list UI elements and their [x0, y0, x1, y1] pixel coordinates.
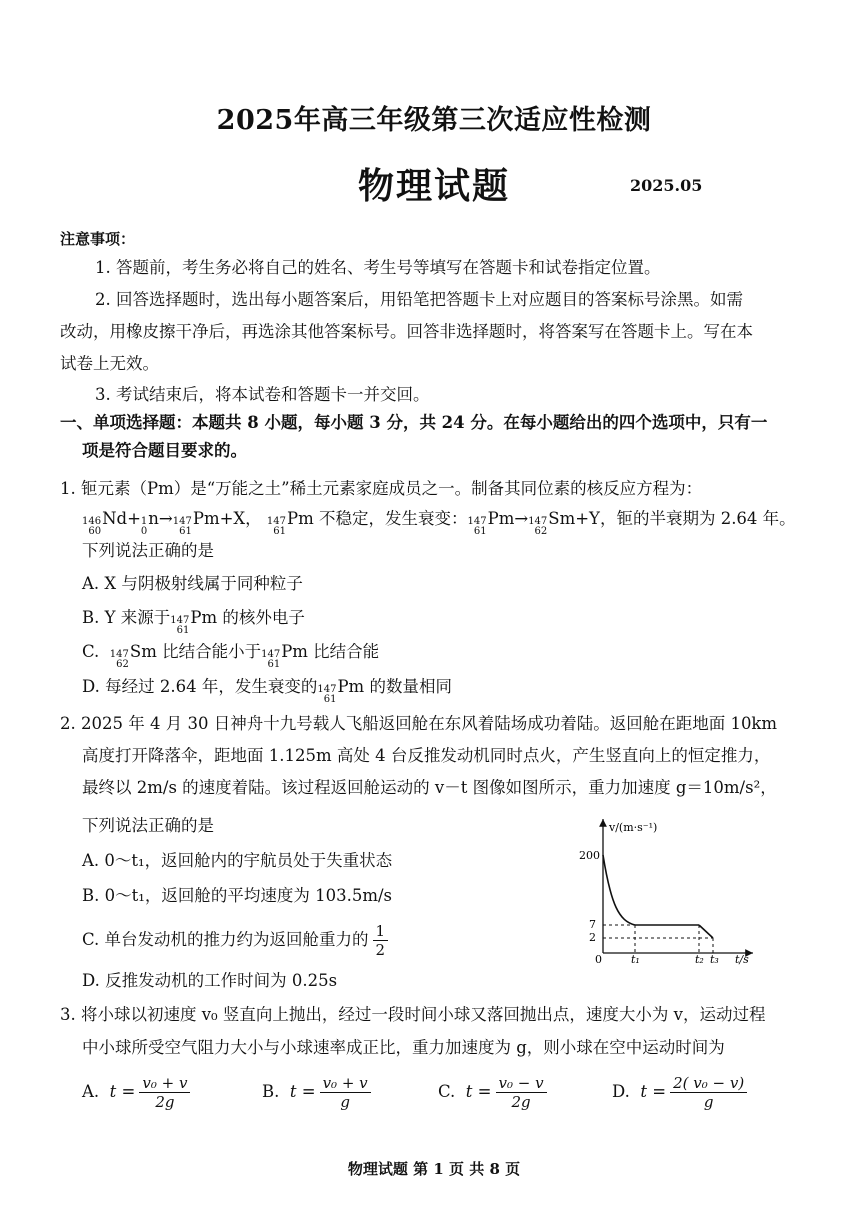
- q1-stem-line-3: 下列说法正确的是: [82, 541, 214, 560]
- q3-option-d: D. t = $\frac{\text{2( v₀ − v)}}{g}$: [612, 1072, 751, 1112]
- q1-option-b: B. Y 来源于 147 61 Pm 的核外电子: [82, 608, 305, 636]
- x-axis-label: t/s: [735, 953, 749, 965]
- q3-option-b: B. t = $\frac{\text{v₀ + v}}{g}$: [262, 1072, 375, 1112]
- nd-isotope: 146 60: [82, 516, 102, 537]
- y-tick-2: 2: [589, 931, 596, 944]
- neutron: 1 0: [140, 516, 148, 537]
- section-heading-line-1: 一、单项选择题：本题共 8 小题，每小题 3 分，共 24 分。在每小题给出的四个选项中，只有一: [60, 413, 768, 432]
- q2-stem-line-2: 高度打开降落伞，距地面 1.125m 高处 4 台反推发动机同时点火，产生竖直向上的恒定推力，: [82, 746, 771, 765]
- q2-stem-line-1: 2. 2025 年 4 月 30 日神舟十九号载人飞船返回舱在东风着陆场成功着陆。返回舱在距地面 10km: [60, 714, 778, 733]
- vt-graph: [575, 815, 765, 965]
- q1-option-a: A. X 与阴极射线属于同种粒子: [82, 574, 303, 593]
- y-axis-label: v/(m·s⁻¹): [609, 821, 658, 834]
- subject-title: 物理试题: [357, 165, 510, 207]
- x-tick-t1: t₁: [631, 953, 640, 965]
- curve-decel-segment: [603, 855, 635, 925]
- q2-option-d: D. 反推发动机的工作时间为 0.25s: [82, 971, 338, 990]
- curve-thrust-segment: [699, 925, 713, 938]
- q3-stem-line-2: 中小球所受空气阻力大小与小球速率成正比，重力加速度为 g，则小球在空中运动时间为: [82, 1038, 725, 1057]
- q2-stem-line-4: 下列说法正确的是: [82, 816, 214, 835]
- notice-item-1: 1. 答题前，考生务必将自己的姓名、考生号等填写在答题卡和试卷指定位置。: [95, 258, 661, 277]
- q2-stem-line-3: 最终以 2m/s 的速度着陆。该过程返回舱运动的 v－t 图像如图所示，重力加速度 g＝10m/s²，: [82, 778, 777, 797]
- exam-title: 2025年高三年级第三次适应性检测: [216, 105, 652, 136]
- q2-option-b: B. 0～t₁，返回舱的平均速度为 103.5m/s: [82, 886, 393, 905]
- q1-option-c: C. 147 62 Sm 比结合能小于 147 61 Pm 比结合能: [82, 642, 380, 670]
- q1-stem-line-1: 1. 钷元素（Pm）是“万能之土”稀土元素家庭成员之一。制备其同位素的核反应方程为：: [60, 479, 703, 498]
- notice-item-3: 3. 考试结束后，将本试卷和答题卡一并交回。: [95, 385, 430, 404]
- q2-option-c: C. 单台发动机的推力约为返回舱重力的 $\frac{1}{2}$: [82, 920, 392, 960]
- notice-item-2-line-3: 试卷上无效。: [60, 354, 159, 373]
- page-footer: 物理试题 第 1 页 共 8 页: [347, 1160, 521, 1178]
- q1-option-d: D. 每经过 2.64 年，发生衰变的 147 61 Pm 的数量相同: [82, 677, 452, 705]
- origin-label: 0: [595, 953, 602, 965]
- q3-stem-line-1: 3. 将小球以初速度 v₀ 竖直向上抛出，经过一段时间小球又落回抛出点，速度大小为 v，运动过程: [60, 1005, 766, 1024]
- q3-option-a: A. t = $\frac{\text{v₀ + v}}{2g}$: [82, 1072, 194, 1112]
- notice-item-2-line-1: 2. 回答选择题时，选出每小题答案后，用铅笔把答题卡上对应题目的答案标号涂黑。如需: [95, 290, 743, 309]
- y-tick-7: 7: [589, 918, 596, 931]
- x-tick-t3: t₃: [710, 953, 719, 965]
- exam-date: 2025.05: [630, 176, 703, 195]
- notice-item-2-line-2: 改动，用橡皮擦干净后，再选涂其他答案标号。回答非选择题时，将答案写在答题卡上。写在本: [60, 322, 753, 341]
- y-tick-200: 200: [579, 849, 600, 862]
- x-tick-t2: t₂: [695, 953, 704, 965]
- notice-heading: 注意事项：: [60, 230, 136, 248]
- q3-option-c: C. t = $\frac{\text{v₀ − v}}{2g}$: [438, 1072, 551, 1112]
- q2-option-a: A. 0～t₁，返回舱内的宇航员处于失重状态: [82, 851, 393, 870]
- section-heading-line-2: 项是符合题目要求的。: [82, 441, 247, 460]
- q1-equation-line: 146 60 Nd+ 1 0 n→ 147 61 Pm+X， 147 61 Pm 不稳定，发生衰变： 147 61 Pm→ 147 62 Sm+Y，钷的半衰期为 2.64 年。: [82, 509, 796, 537]
